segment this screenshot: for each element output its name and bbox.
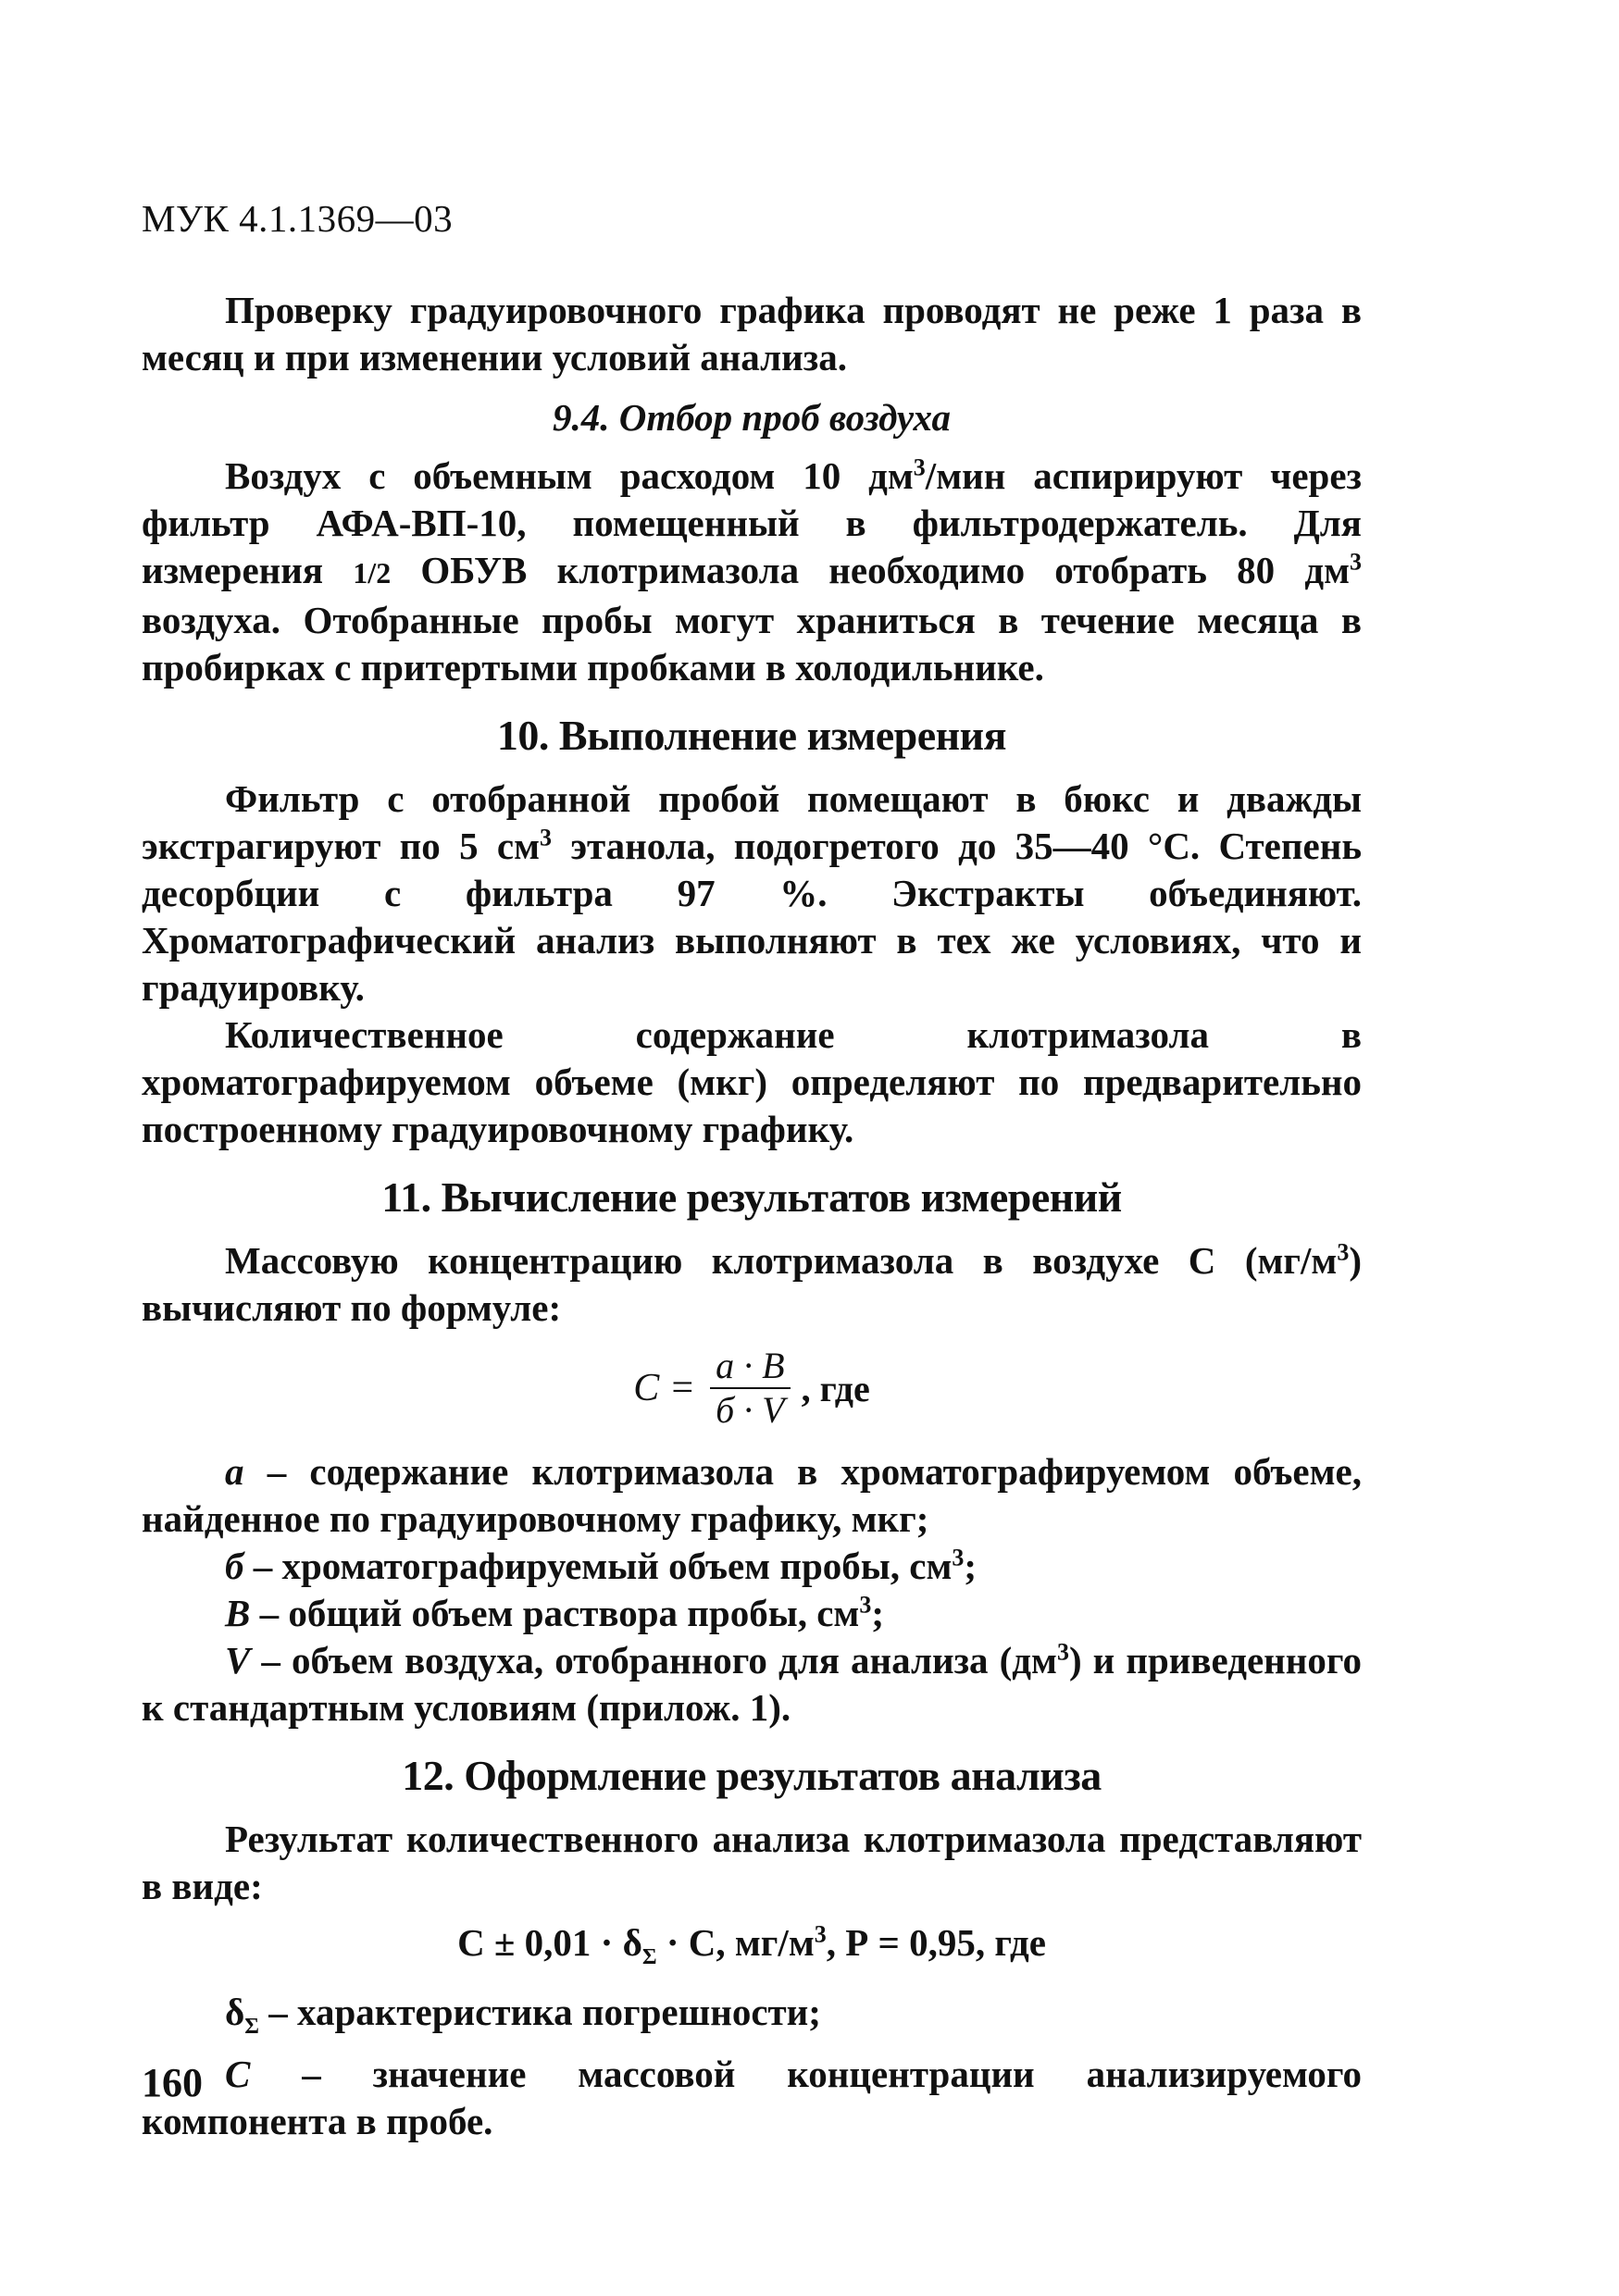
text-run: – объем воздуха, отобранного для анализа (дм: [250, 1639, 1057, 1682]
result-formula: [142, 1919, 1362, 1981]
definition-a: [142, 1448, 1362, 1543]
variable-delta: δ: [225, 1991, 245, 2034]
subscript: Σ: [641, 1945, 657, 1970]
definition-C: [142, 2051, 1362, 2145]
variable-B: В: [225, 1592, 251, 1634]
superscript: 3: [814, 1920, 827, 1948]
document-code: МУК 4.1.1369—03: [142, 197, 454, 240]
text-run: – значение массовой концентрации анализируемого компонента в пробе.: [142, 2053, 1362, 2143]
definition-b: [142, 1543, 1362, 1590]
definition-V: [142, 1637, 1362, 1731]
definition-delta: [142, 1989, 1362, 2051]
variable-b: б: [225, 1545, 244, 1587]
text-run: · С, мг/м: [656, 1921, 815, 1964]
heading-section-12: 12. Оформление результатов анализа: [402, 1752, 1102, 1799]
text-run: этанола, подогретого до 35—40 °С. Степень десорбции с фильтра 97 %. Экстракты объединяют. Хроматографический анализ выполняют в тех же условиях, что и градуировку.: [142, 825, 1363, 1009]
text-run: ;: [871, 1592, 884, 1634]
heading-section-10: 10. Выполнение измерения: [496, 712, 1007, 759]
paragraph-air-sampling: [142, 453, 1362, 691]
text-run: – хроматографируемый объем пробы, см: [243, 1545, 953, 1587]
text-run: , Р = 0,95, где: [826, 1921, 1046, 1964]
fraction-half: 1/2: [353, 556, 392, 590]
concentration-formula: [142, 1345, 1362, 1432]
variable-a: а: [225, 1450, 244, 1493]
superscript: 3: [913, 453, 926, 481]
page-number: 160: [142, 2060, 203, 2105]
definition-B: [142, 1590, 1362, 1637]
subscript: Σ: [244, 2015, 259, 2040]
paragraph-calibration-check: Проверку градуировочного графика проводят не реже 1 раза в месяц и при изменении условий анализа.: [142, 289, 1362, 379]
text-run: /мин аспирируют через фильтр АФА-ВП-10, помещенный в фильтродержатель. Для измерения: [142, 454, 1362, 591]
superscript: 3: [859, 1591, 872, 1619]
page-content: [142, 287, 1362, 2145]
paragraph-quantitative-content: Количественное содержание клотримазола в хроматографируемом объеме (мкг) определяют по предварительно построенному градуировочному графику.: [142, 1013, 1362, 1150]
variable-C: С: [225, 2053, 251, 2096]
paragraph-mass-concentration: [142, 1237, 1362, 1332]
subheading-9-4: 9.4. Отбор проб воздуха: [552, 396, 952, 439]
text-run: Воздух с объемным расходом 10 дм: [225, 454, 914, 497]
text-run: – характеристика погрешности;: [258, 1991, 821, 2034]
superscript: 3: [1350, 548, 1363, 576]
variable-V: V: [225, 1639, 251, 1682]
text-run: – общий объем раствора пробы, см: [250, 1592, 860, 1634]
text-run: Массовую концентрацию клотримазола в воздухе С (мг/м: [225, 1239, 1338, 1282]
text-run: ) вычисляют по формуле:: [142, 1239, 1362, 1329]
formula-fraction: [710, 1345, 791, 1432]
superscript: 3: [952, 1544, 965, 1571]
superscript: 3: [540, 824, 553, 851]
text-run: ;: [964, 1545, 978, 1587]
text-run: С ± 0,01 · δ: [457, 1921, 642, 1964]
formula-lhs: C =: [633, 1366, 696, 1409]
heading-section-11: 11. Вычисление результатов измерений: [381, 1173, 1122, 1221]
superscript: 3: [1056, 1638, 1069, 1666]
paragraph-filter-extraction: [142, 776, 1362, 1011]
formula-tail: , где: [801, 1367, 870, 1409]
superscript: 3: [1337, 1238, 1350, 1266]
text-run: – содержание клотримазола в хроматографируемом объеме, найденное по градуировочному графику, мкг;: [142, 1450, 1362, 1540]
text-run: ОБУВ клотримазола необходимо отобрать 80 дм: [391, 549, 1351, 591]
formula-denominator: б · V: [716, 1389, 785, 1431]
paragraph-result-form: Результат количественного анализа клотримазола представляют в виде:: [142, 1818, 1362, 1907]
formula-numerator: a · B: [716, 1345, 785, 1386]
text-run: воздуха. Отобранные пробы могут храниться в течение месяца в пробирках с притертыми пробками в холодильнике.: [142, 599, 1362, 689]
text-run: Фильтр с отобранной пробой помещают в бюкс и дважды экстрагируют по 5 см: [142, 777, 1362, 867]
text-run: ) и приведенного к стандартным условиям (прилож. 1).: [142, 1639, 1363, 1729]
